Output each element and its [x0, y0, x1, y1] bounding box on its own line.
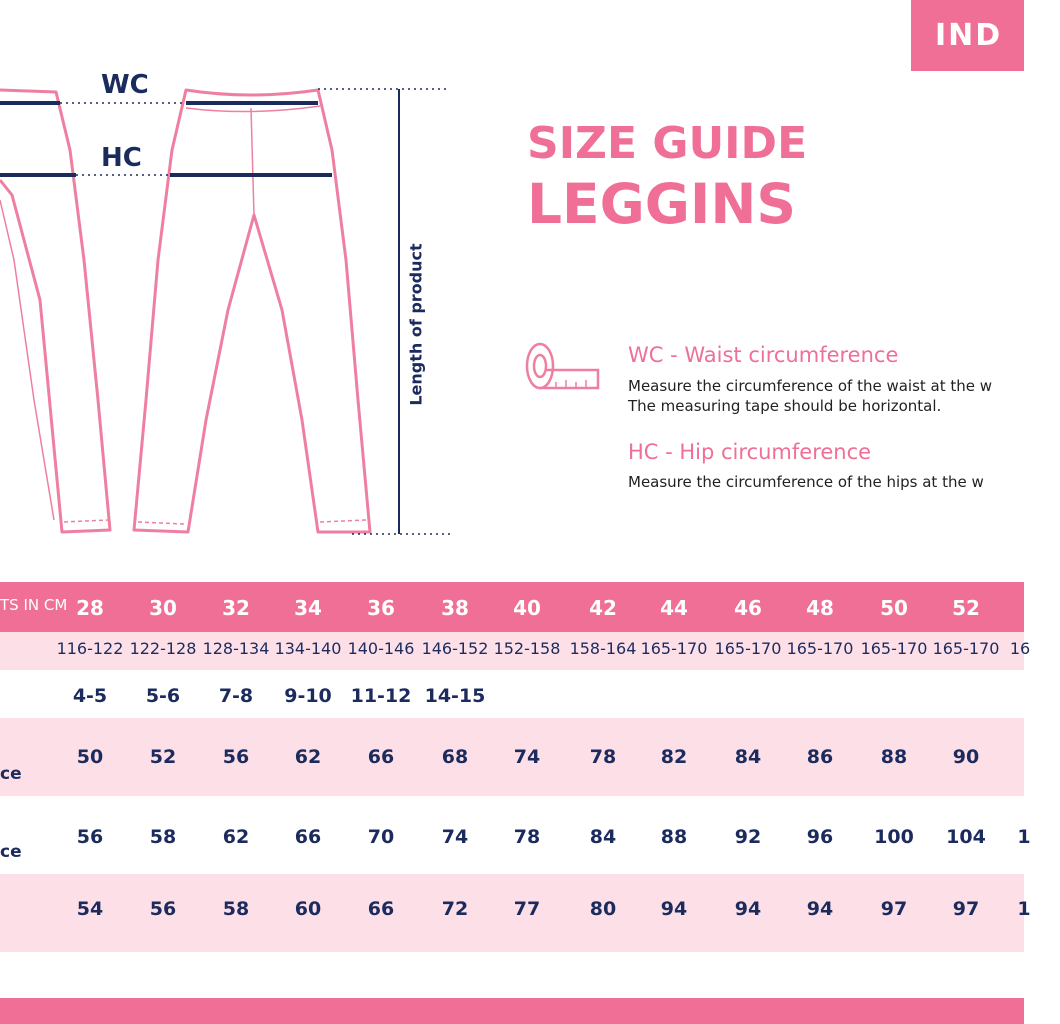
wc-heading: WC - Waist circumference	[628, 343, 899, 367]
brand-logo	[911, 0, 1024, 71]
page-title: SIZE GUIDE	[527, 118, 808, 169]
length-of-product-label: Length of product	[406, 243, 426, 406]
size-cell: 34	[294, 596, 322, 620]
length-cell: 94	[660, 898, 688, 920]
length-cell: 94	[806, 898, 834, 920]
waist-cell: 78	[589, 746, 617, 768]
age-cell: 9-10	[284, 685, 332, 707]
size-cell: 32	[222, 596, 250, 620]
size-cell: 30	[149, 596, 177, 620]
waist-cell: 62	[294, 746, 322, 768]
waist-cell: 68	[441, 746, 469, 768]
height-cell: 165-170	[786, 639, 854, 658]
waist-cell: 86	[806, 746, 834, 768]
height-cell: 140-146	[347, 639, 415, 658]
height-cell: 158-164	[569, 639, 637, 658]
hip-cell: 74	[441, 826, 469, 848]
height-cell: 122-128	[129, 639, 197, 658]
leggings-illustration	[0, 0, 520, 560]
length-row	[0, 874, 1031, 952]
hip-cell: 84	[589, 826, 617, 848]
hc-heading: HC - Hip circumference	[628, 440, 872, 464]
height-cell: 165-170	[932, 639, 1000, 658]
size-cell: 38	[441, 596, 469, 620]
waist-cell: 74	[513, 746, 541, 768]
height-cell: 128-134	[202, 639, 270, 658]
length-cell-overflow: 1	[1017, 898, 1031, 920]
wc-instruction-1: Measure the circumference of the waist at the w	[628, 377, 993, 395]
age-cell: 5-6	[145, 685, 181, 707]
waist-cell: 82	[660, 746, 688, 768]
height-row	[0, 632, 1031, 670]
wc-instruction-2: The measuring tape should be horizontal.	[628, 397, 942, 415]
length-cell: 97	[880, 898, 908, 920]
header-row	[0, 582, 1024, 632]
hip-cell: 58	[149, 826, 177, 848]
size-cell: 42	[589, 596, 617, 620]
height-cell: 165-170	[640, 639, 708, 658]
length-cell: 60	[294, 898, 322, 920]
waist-row-label: ce	[0, 764, 22, 784]
size-cell: 46	[734, 596, 762, 620]
measuring-tape-icon	[524, 340, 604, 396]
hip-cell: 70	[367, 826, 395, 848]
height-cell: 152-158	[493, 639, 561, 658]
hip-cell: 104	[946, 826, 986, 848]
age-cell: 11-12	[350, 685, 412, 707]
waist-cell: 50	[76, 746, 104, 768]
length-cell: 58	[222, 898, 250, 920]
age-cell: 14-15	[424, 685, 486, 707]
waist-cell: 66	[367, 746, 395, 768]
hip-row-label: ce	[0, 842, 22, 862]
hc-instruction-1: Measure the circumference of the hips at the w	[628, 473, 984, 491]
bottom-band	[0, 998, 1024, 1024]
size-cell: 48	[806, 596, 834, 620]
hip-cell: 78	[513, 826, 541, 848]
size-cell: 44	[660, 596, 688, 620]
brand-logo-text: IND	[935, 18, 1003, 53]
height-cell: 165-170	[860, 639, 928, 658]
age-cell: 4-5	[72, 685, 108, 707]
age-cell: 7-8	[218, 685, 254, 707]
hip-row	[0, 796, 1031, 874]
waist-cell: 90	[952, 746, 980, 768]
length-cell: 94	[734, 898, 762, 920]
age-row	[0, 670, 1024, 718]
height-cell: 116-122	[56, 639, 124, 658]
wc-label: WC	[101, 70, 149, 100]
hip-cell: 88	[660, 826, 688, 848]
hip-cell: 100	[874, 826, 914, 848]
size-cell: 36	[367, 596, 395, 620]
height-cell: 134-140	[274, 639, 342, 658]
waist-cell: 88	[880, 746, 908, 768]
size-cell: 28	[76, 596, 104, 620]
height-cell: 165-170	[714, 639, 782, 658]
hip-cell-overflow: 1	[1017, 826, 1031, 848]
page-subtitle: LEGGINS	[527, 172, 797, 236]
size-cell: 52	[952, 596, 980, 620]
length-cell: 54	[76, 898, 104, 920]
hip-cell: 66	[294, 826, 322, 848]
length-cell: 56	[149, 898, 177, 920]
length-cell: 66	[367, 898, 395, 920]
size-cell: 50	[880, 596, 908, 620]
length-cell: 80	[589, 898, 617, 920]
header-label: TS IN CM	[0, 596, 68, 614]
waist-cell: 52	[149, 746, 177, 768]
length-cell: 72	[441, 898, 469, 920]
hip-cell: 56	[76, 826, 104, 848]
size-cell: 40	[513, 596, 541, 620]
hip-cell: 62	[222, 826, 250, 848]
waist-cell: 84	[734, 746, 762, 768]
waist-row	[0, 718, 1024, 796]
waist-cell: 56	[222, 746, 250, 768]
length-cell: 97	[952, 898, 980, 920]
hip-cell: 92	[734, 826, 762, 848]
hip-cell: 96	[806, 826, 834, 848]
height-cell-overflow: 16	[1009, 639, 1031, 658]
height-cell: 146-152	[421, 639, 489, 658]
length-cell: 77	[513, 898, 541, 920]
hc-label: HC	[101, 143, 142, 173]
